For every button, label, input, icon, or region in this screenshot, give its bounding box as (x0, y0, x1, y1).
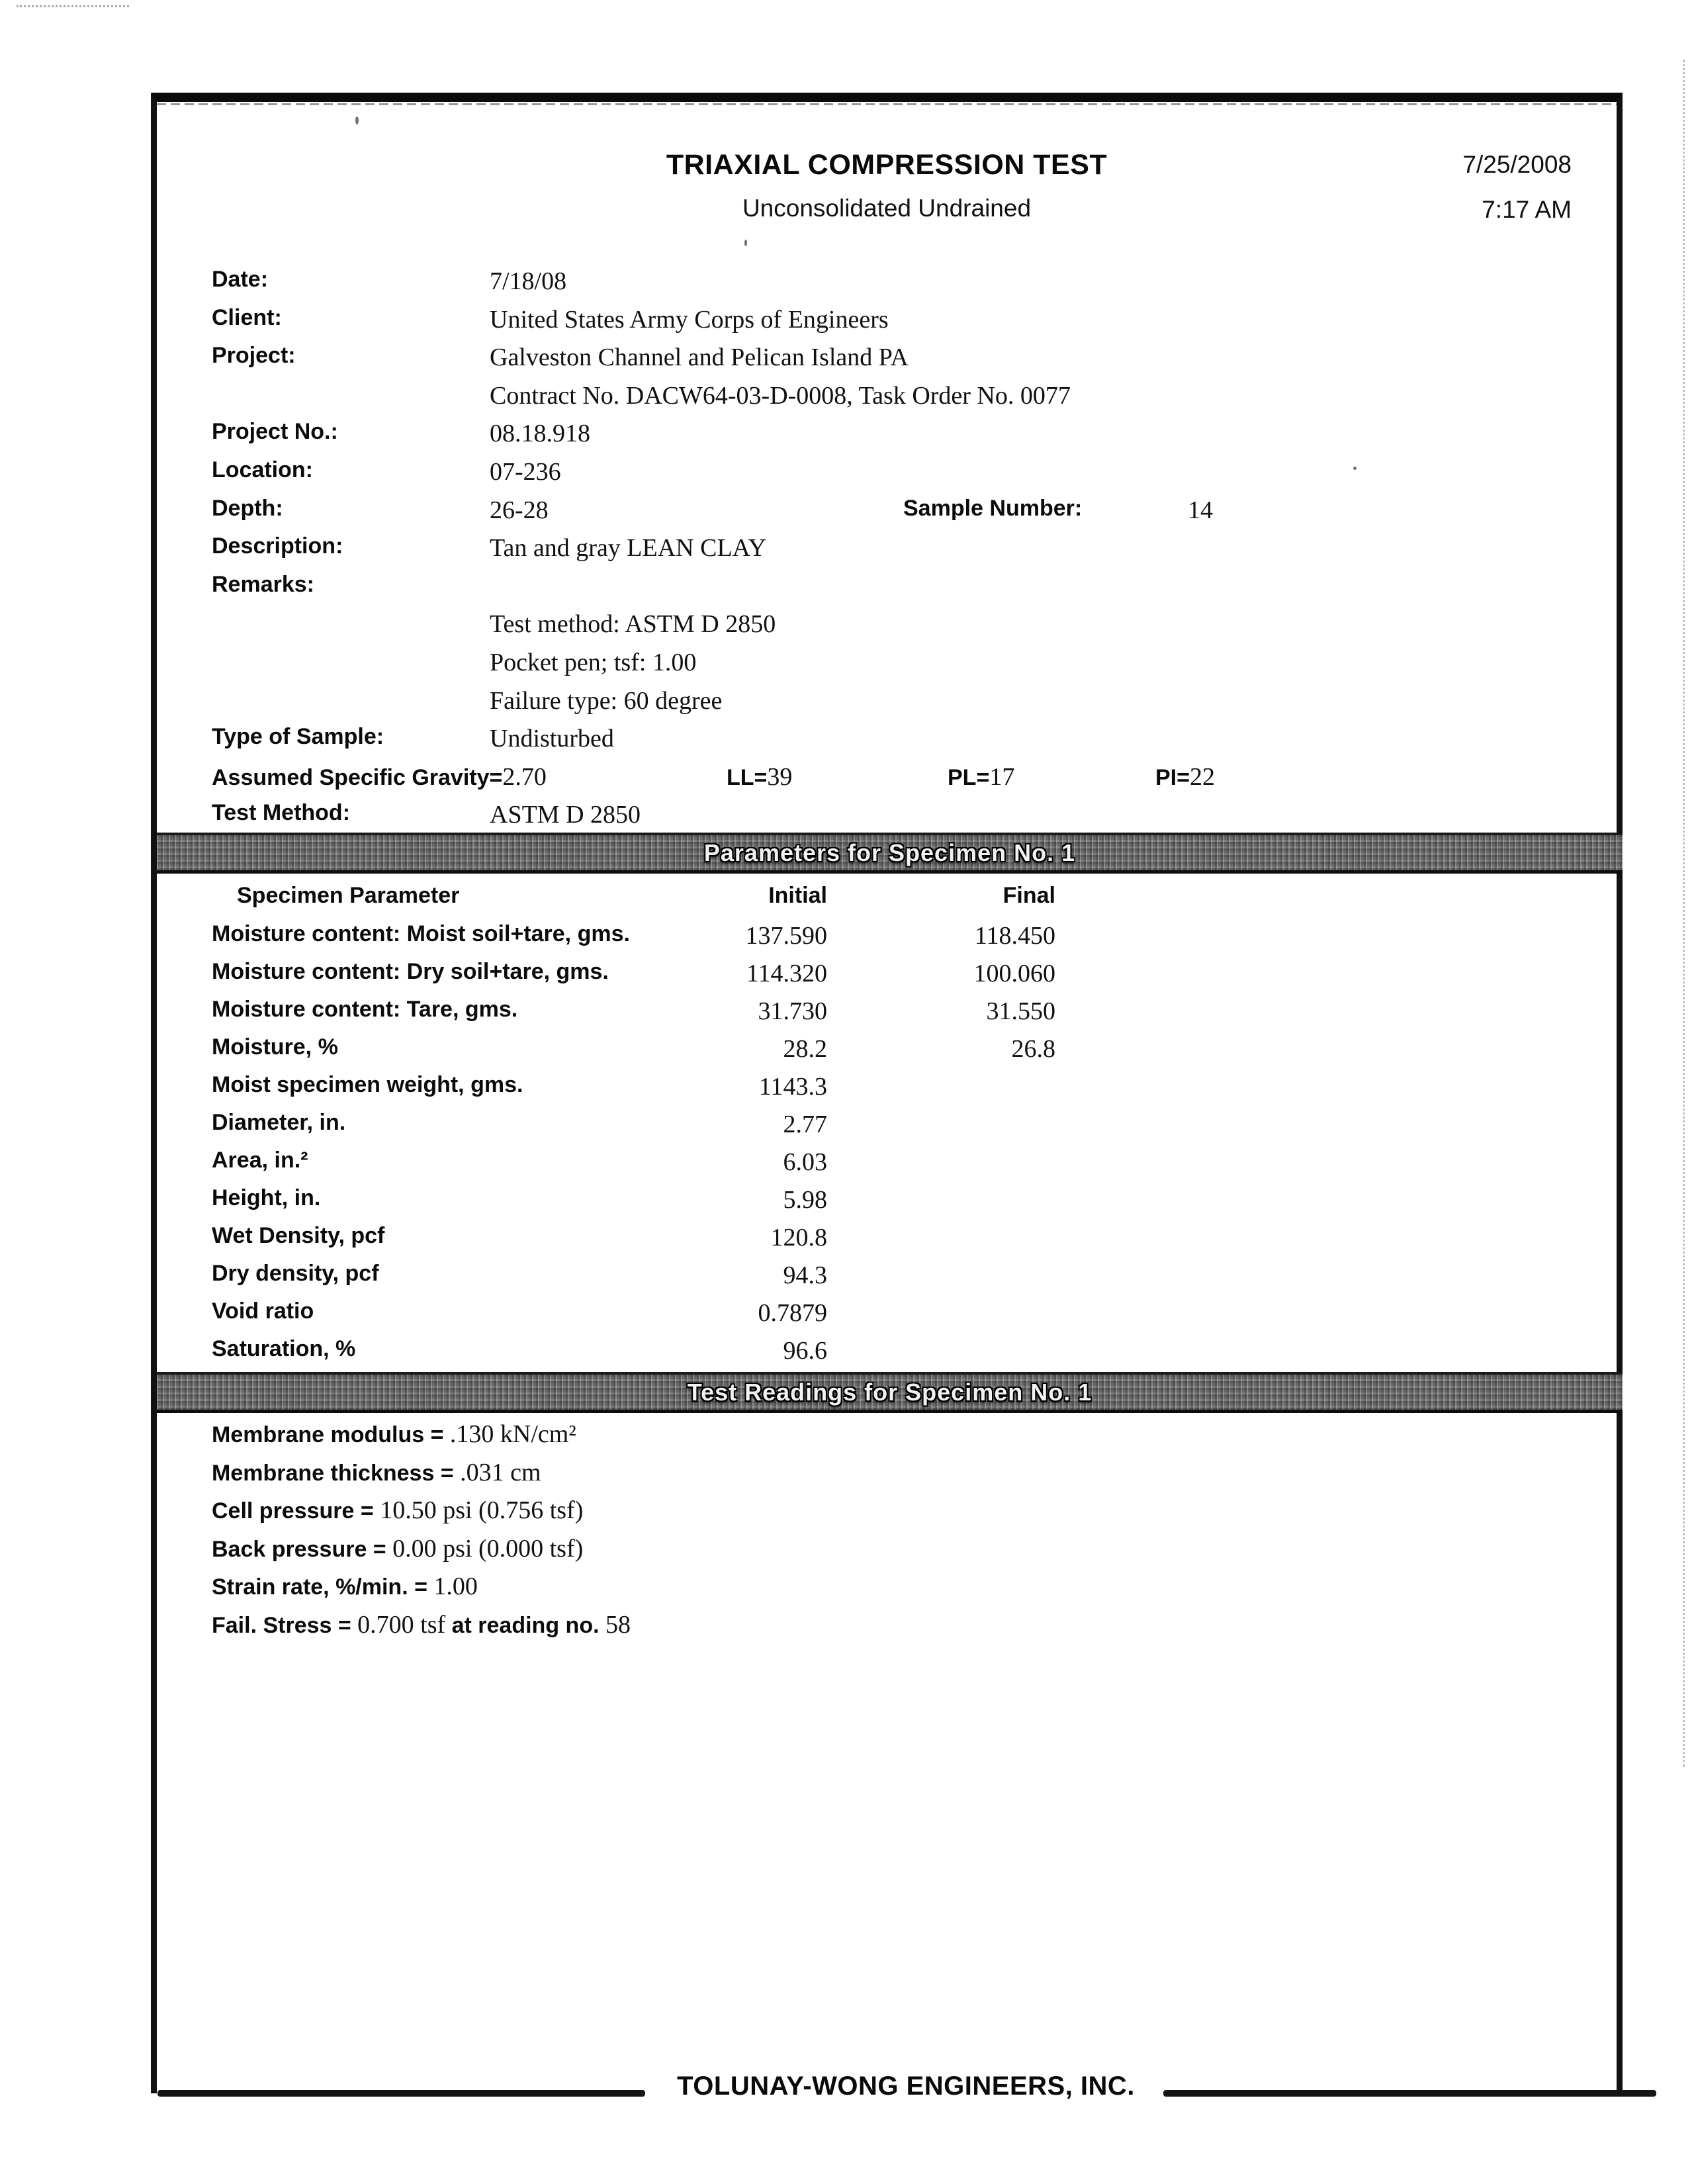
param-row (0, 1298, 1694, 1333)
test-readings-banner-label: Test Readings for Specimen No. 1 (687, 1378, 1092, 1406)
param-final: 31.550 (986, 997, 1055, 1025)
info-value: Tan and gray LEAN CLAY (490, 534, 767, 562)
info-value: 26-28 (490, 496, 549, 524)
page-title: TRIAXIAL COMPRESSION TEST (666, 149, 1108, 181)
param-initial: 6.03 (783, 1148, 827, 1176)
param-row (0, 1223, 1694, 1257)
footer-company: TOLUNAY-WONG ENGINEERS, INC. (677, 2071, 1135, 2101)
info-label: Project No.: (212, 419, 338, 444)
info-label: Depth: (212, 496, 283, 521)
reading-line-strain-rate (212, 1572, 478, 1601)
param-label: Dry density, pcf (212, 1261, 379, 1286)
reading-line-fail-stress (212, 1610, 631, 1639)
info-row-date (0, 267, 1694, 301)
pl-value: 17 (989, 763, 1015, 791)
param-initial: 120.8 (770, 1224, 827, 1251)
assumed-specific-gravity (212, 762, 547, 792)
plastic-limit (948, 762, 1014, 792)
pl-label: PL= (948, 765, 990, 790)
reading-label: Fail. Stress = (212, 1613, 358, 1638)
reading-label: at reading no. (445, 1613, 605, 1638)
info-label: Remarks: (212, 572, 314, 597)
asg-value: 2.70 (502, 763, 547, 791)
info-row-location (0, 457, 1694, 492)
info-label: Type of Sample: (212, 724, 384, 749)
param-label: Moisture content: Dry soil+tare, gms. (212, 959, 609, 984)
info-row-test-method (0, 800, 1694, 835)
reading-value: 10.50 psi (0.756 tsf) (380, 1496, 584, 1524)
info-value: Pocket pen; tsf: 1.00 (490, 649, 697, 676)
info-label: Test Method: (212, 800, 351, 825)
param-label: Saturation, % (212, 1336, 356, 1361)
param-initial: 0.7879 (758, 1299, 827, 1327)
info-value: Galveston Channel and Pelican Island PA (490, 343, 909, 371)
reading-line-membrane-thickness (212, 1458, 541, 1487)
info-value: 08.18.918 (490, 420, 590, 447)
info-value: Contract No. DACW64-03-D-0008, Task Order No. 0077 (490, 382, 1071, 410)
reading-value: 58 (605, 1611, 631, 1639)
footer-rule-right (1163, 2090, 1656, 2097)
reading-label: Strain rate, %/min. = (212, 1574, 434, 1600)
info-value: Failure type: 60 degree (490, 687, 723, 715)
param-initial: 2.77 (783, 1111, 827, 1138)
param-label: Moisture content: Moist soil+tare, gms. (212, 921, 630, 946)
info-label: Client: (212, 305, 282, 330)
param-final: 118.450 (974, 922, 1055, 950)
info-row-remarks (0, 572, 1694, 606)
info-value: ASTM D 2850 (490, 801, 641, 829)
param-initial: 94.3 (783, 1261, 827, 1289)
param-row (0, 959, 1694, 993)
param-row (0, 1336, 1694, 1371)
column-header-initial: Initial (768, 883, 827, 908)
print-time: 7:17 AM (1482, 196, 1572, 223)
page-subtitle: Unconsolidated Undrained (742, 195, 1032, 222)
column-header-final: Final (1003, 883, 1055, 908)
param-label: Moisture content: Tare, gms. (212, 997, 518, 1022)
sample-number-label: Sample Number: (903, 496, 1083, 521)
reading-label: Membrane modulus = (212, 1422, 450, 1447)
param-initial: 5.98 (783, 1186, 827, 1214)
parameters-header-row (0, 883, 1694, 917)
param-label: Wet Density, pcf (212, 1223, 385, 1248)
param-row (0, 1185, 1694, 1220)
info-value: 07-236 (490, 458, 561, 486)
param-label: Area, in.² (212, 1148, 308, 1173)
info-row-description (0, 533, 1694, 568)
param-row (0, 1261, 1694, 1295)
param-label: Height, in. (212, 1185, 321, 1210)
plasticity-index (1155, 762, 1215, 792)
info-row-project (0, 343, 1694, 377)
info-row-project-no (0, 419, 1694, 453)
param-initial: 96.6 (783, 1337, 827, 1365)
param-label: Diameter, in. (212, 1110, 346, 1135)
param-final: 26.8 (1011, 1035, 1055, 1063)
reading-label: Back pressure = (212, 1537, 393, 1562)
param-label: Moist specimen weight, gms. (212, 1072, 523, 1097)
reading-value: .130 kN/cm² (449, 1420, 576, 1448)
sample-number-value: 14 (1188, 496, 1213, 524)
ll-value: 39 (767, 763, 793, 791)
info-row-failure-type (0, 686, 1694, 721)
column-header-parameter: Specimen Parameter (237, 883, 460, 908)
scan-artifact (17, 5, 129, 7)
info-row-test-method-note (0, 610, 1694, 644)
param-row (0, 1110, 1694, 1144)
info-row-contract (0, 381, 1694, 416)
param-initial: 28.2 (783, 1035, 827, 1063)
info-row-client (0, 305, 1694, 340)
liquid-limit (727, 762, 792, 792)
pi-value: 22 (1189, 763, 1215, 791)
test-readings-banner (157, 1372, 1623, 1413)
footer-rule-left (157, 2090, 645, 2097)
param-initial: 114.320 (746, 960, 827, 987)
reading-line-back-pressure (212, 1534, 583, 1563)
reading-line-cell-pressure (212, 1496, 583, 1525)
param-initial: 137.590 (745, 922, 827, 950)
param-row (0, 1034, 1694, 1069)
info-value: 7/18/08 (490, 267, 567, 295)
reading-value: 1.00 (433, 1572, 478, 1600)
parameters-banner-label: Parameters for Specimen No. 1 (703, 839, 1076, 866)
reading-label: Membrane thickness = (212, 1461, 461, 1486)
info-label: Location: (212, 457, 313, 482)
reading-value: .031 cm (460, 1459, 541, 1486)
param-label: Void ratio (212, 1298, 314, 1324)
reading-label: Cell pressure = (212, 1498, 380, 1524)
ll-label: LL= (727, 765, 768, 790)
asg-label: Assumed Specific Gravity= (212, 765, 503, 790)
param-row (0, 921, 1694, 956)
info-row-pocket-pen (0, 648, 1694, 682)
parameters-banner (157, 833, 1623, 874)
info-label: Project: (212, 343, 296, 368)
param-row (0, 1072, 1694, 1107)
pi-label: PI= (1155, 765, 1190, 790)
param-row (0, 1148, 1694, 1182)
info-row-atterberg (0, 762, 1694, 797)
info-label: Description: (212, 533, 343, 559)
info-value: United States Army Corps of Engineers (490, 306, 889, 334)
reading-value: 0.00 psi (0.000 tsf) (392, 1535, 584, 1563)
param-initial: 31.730 (758, 997, 827, 1025)
info-row-type-of-sample (0, 724, 1694, 758)
param-initial: 1143.3 (758, 1073, 827, 1101)
param-final: 100.060 (973, 960, 1055, 987)
print-date: 7/25/2008 (1462, 151, 1572, 178)
info-value: Undisturbed (490, 725, 614, 752)
param-row (0, 997, 1694, 1031)
reading-value: 0.700 tsf (357, 1611, 446, 1639)
param-label: Moisture, % (212, 1034, 338, 1060)
reading-line-membrane-modulus (212, 1420, 576, 1449)
info-label: Date: (212, 267, 269, 292)
info-row-depth (0, 496, 1694, 530)
info-value: Test method: ASTM D 2850 (490, 610, 776, 638)
